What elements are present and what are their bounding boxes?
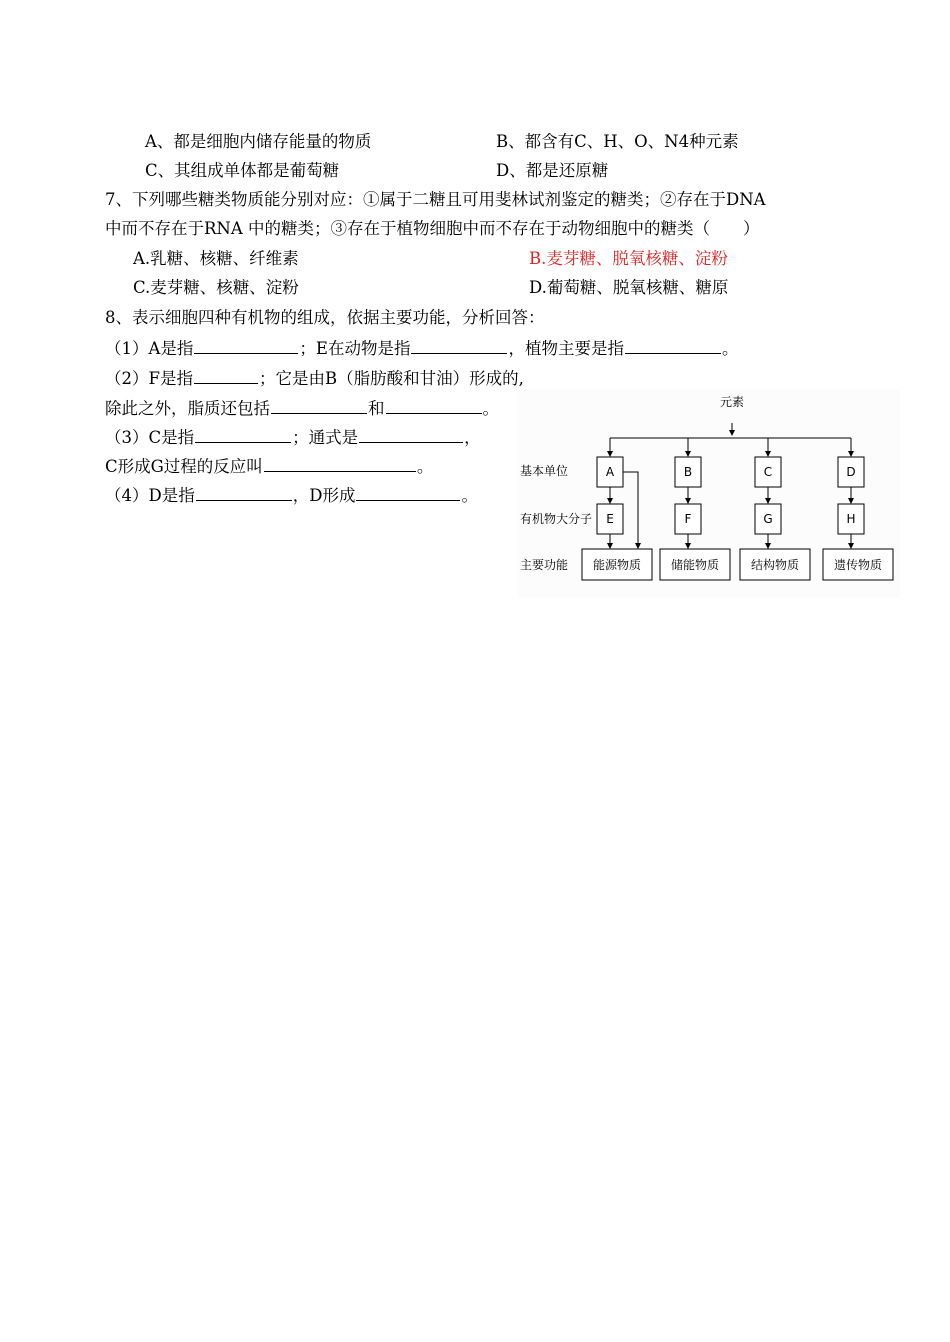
q8-part4-text-b: ，D形成 <box>292 486 356 505</box>
q8-part1 <box>105 337 738 360</box>
q8-part1-text-a: （1）A是指 <box>105 339 194 358</box>
q7-stem-line1: 7、下列哪些糖类物质能分别对应：①属于二糖且可用斐林试剂鉴定的糖类；②存在于DNA <box>105 190 766 209</box>
answer-blank[interactable] <box>196 484 292 501</box>
q8-part2 <box>105 367 524 390</box>
macro-label: E <box>606 512 614 526</box>
q8-part2-line2-text-a: 除此之外，脂质还包括 <box>105 399 270 418</box>
answer-blank[interactable] <box>194 337 298 354</box>
answer-blank[interactable] <box>264 455 416 472</box>
q8-part1-text-b: ；E在动物是指 <box>299 339 411 358</box>
q8-part2-line2-text-b: 和 <box>368 399 385 418</box>
q8-part4-text-a: （4）D是指 <box>105 486 195 505</box>
q7-option-d: D.葡萄糖、脱氧核糖、糖原 <box>529 278 729 297</box>
q8-part3-line2 <box>105 455 433 478</box>
q8-intro: 8、表示细胞四种有机物的组成，依据主要功能，分析回答： <box>105 308 545 327</box>
q8-part1-text-d: 。 <box>721 339 739 358</box>
q7-option-a: A.乳糖、核糖、纤维素 <box>133 249 299 268</box>
answer-blank[interactable] <box>195 426 291 443</box>
diagram-top-label: 元素 <box>719 395 745 409</box>
q8-part3-text-c: ， <box>464 428 481 447</box>
q8-part2-text-b: ；它是由B（脂肪酸和甘油）形成的, <box>258 369 524 388</box>
answer-blank[interactable] <box>359 426 463 443</box>
q6-option-a: A、都是细胞内储存能量的物质 <box>145 132 372 151</box>
unit-label: D <box>846 465 856 479</box>
answer-blank[interactable] <box>411 337 507 354</box>
function-label: 结构物质 <box>750 558 800 572</box>
answer-blank[interactable] <box>625 337 721 354</box>
macro-label: H <box>846 512 856 526</box>
q8-part2-line2-text-c: 。 <box>482 399 499 418</box>
q6-option-b: B、都含有C、H、O、N4种元素 <box>496 132 739 151</box>
unit-label: C <box>763 465 773 479</box>
q8-part2-text-a: （2）F是指 <box>105 369 193 388</box>
function-label: 储能物质 <box>670 558 720 572</box>
q8-part3-line2-text-b: 。 <box>416 457 434 476</box>
q7-option-b-answer: B.麦芽糖、脱氧核糖、淀粉 <box>529 249 728 268</box>
q6-option-c: C、其组成单体都是葡萄糖 <box>145 161 340 180</box>
unit-label: B <box>683 465 693 479</box>
q8-part4-text-c: 。 <box>461 486 478 505</box>
function-label: 遗传物质 <box>833 558 883 572</box>
composition-diagram-svg <box>518 390 900 598</box>
row-label-macros: 有机物大分子 <box>520 512 593 526</box>
function-label: 能源物质 <box>592 558 642 572</box>
row-label-units: 基本单位 <box>520 464 569 478</box>
q8-part2-line2 <box>105 397 499 420</box>
macro-label: G <box>763 512 773 526</box>
q6-option-d: D、都是还原糖 <box>496 161 609 180</box>
answer-blank[interactable] <box>386 397 482 414</box>
q8-part3-text-a: （3）C是指 <box>105 428 195 447</box>
q8-part3-line2-text-a: C形成G过程的反应叫 <box>105 457 263 476</box>
q8-part3 <box>105 426 481 449</box>
row-label-functions: 主要功能 <box>520 558 569 572</box>
composition-diagram <box>518 390 900 598</box>
q8-part1-text-c: ，植物主要是指 <box>508 339 624 358</box>
q7-stem-line2: 中而不存在于RNA 中的糖类；③存在于植物细胞中而不存在于动物细胞中的糖类（ ） <box>105 219 760 238</box>
q8-part3-text-b: ；通式是 <box>292 428 359 447</box>
q7-option-c: C.麦芽糖、核糖、淀粉 <box>133 278 299 297</box>
macro-label: F <box>684 512 692 526</box>
answer-blank[interactable] <box>271 397 367 414</box>
q8-part4 <box>105 484 478 507</box>
unit-label: A <box>605 465 615 479</box>
answer-blank[interactable] <box>194 367 258 384</box>
answer-blank[interactable] <box>356 484 460 501</box>
